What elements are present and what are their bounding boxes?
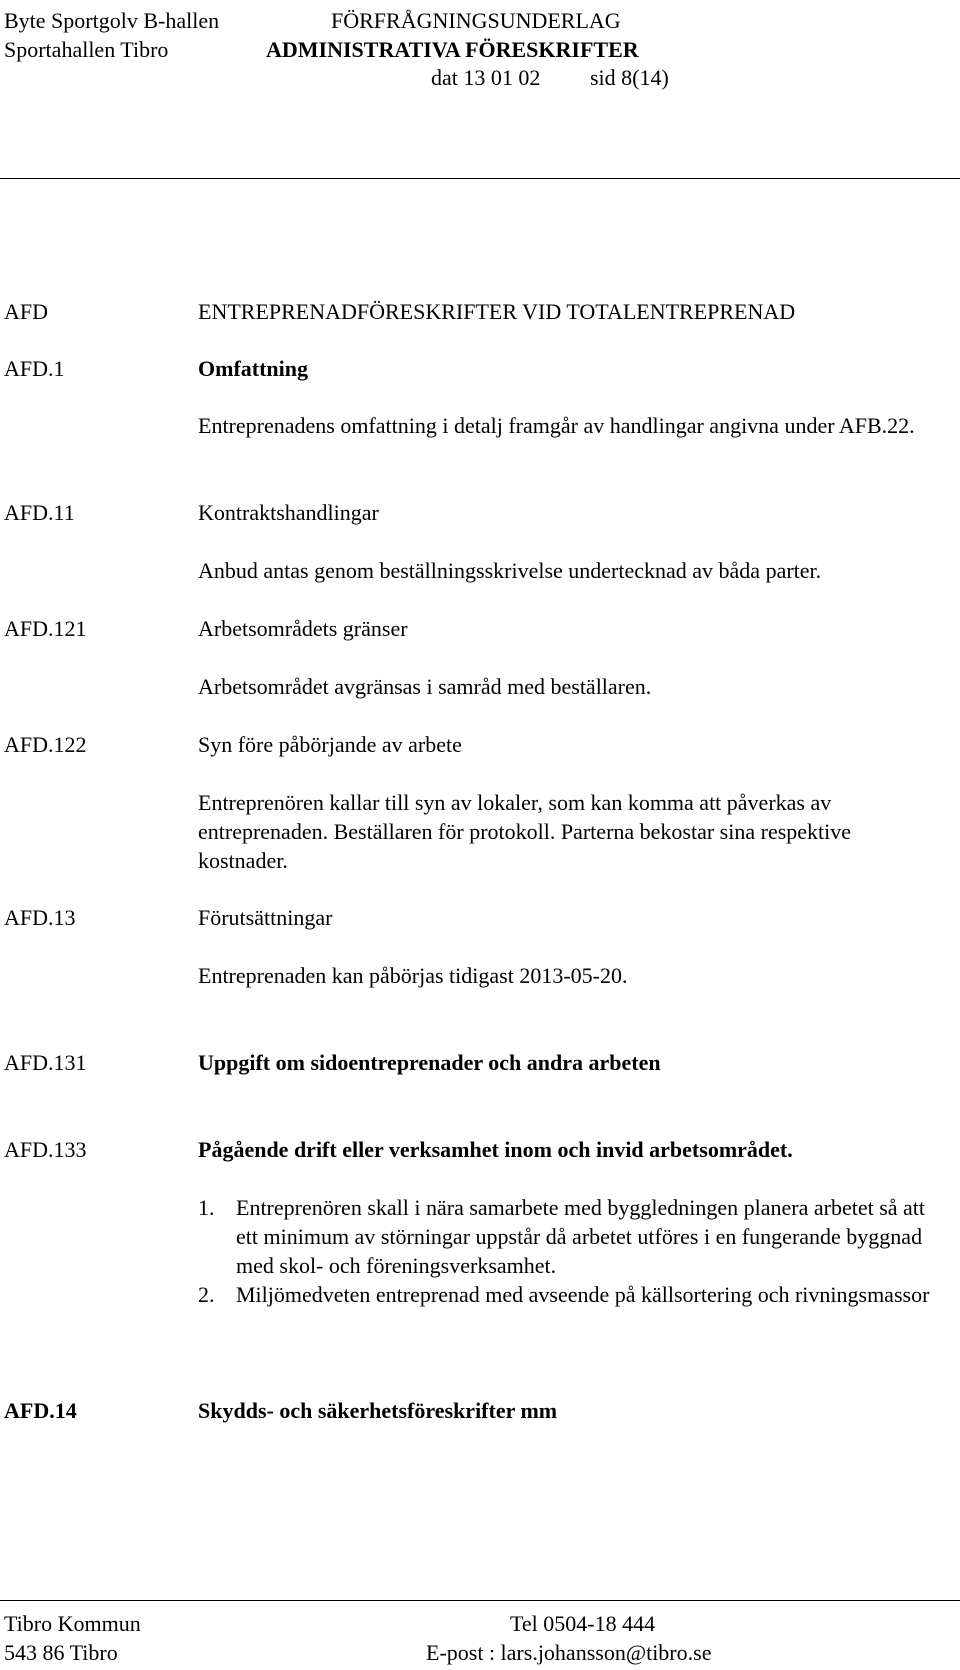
footer-email: E-post : lars.johansson@tibro.se xyxy=(426,1640,712,1665)
section-code: AFD.13 xyxy=(4,905,76,930)
header-divider xyxy=(0,178,960,179)
header-doc-type: FÖRFRÅGNINGSUNDERLAG xyxy=(331,8,621,33)
section-code: AFD.1 xyxy=(4,356,65,381)
section-title: Omfattning xyxy=(198,356,308,381)
list-item-text: Miljömedveten entreprenad med avseende på källsortering och rivningsmassor xyxy=(236,1282,930,1307)
section-title: Pågående drift eller verksamhet inom och invid arbetsområdet. xyxy=(198,1137,793,1162)
section-code: AFD.122 xyxy=(4,732,87,757)
section-code: AFD.14 xyxy=(4,1398,77,1423)
section-text: Entreprenören kallar till syn av lokaler, som kan komma att påverkas av entreprenaden. Beställaren för protokoll. Parterna bekostar sina respektive kostnader. xyxy=(198,790,852,873)
list-item-number: 1. xyxy=(198,1195,215,1220)
section-text: Arbetsområdet avgränsas i samråd med beställaren. xyxy=(198,674,652,699)
section-title: Syn före påbörjande av arbete xyxy=(198,732,462,757)
list-item-text: Entreprenören skall i nära samarbete med byggledningen planera arbetet så att ett minimum av störningar uppstår då arbetet utföres i en fungerande byggnad med skol- och föreningsverksamhet. xyxy=(236,1195,926,1278)
section-code: AFD.11 xyxy=(4,500,75,525)
footer-divider xyxy=(0,1600,960,1601)
section-code: AFD.121 xyxy=(4,616,87,641)
section-code: AFD xyxy=(4,299,49,324)
footer-address: 543 86 Tibro xyxy=(4,1640,118,1665)
footer-org: Tibro Kommun xyxy=(4,1611,141,1636)
header-date: dat 13 01 02 xyxy=(431,65,541,90)
section-code: AFD.131 xyxy=(4,1050,87,1075)
section-text: Anbud antas genom beställningsskrivelse undertecknad av båda parter. xyxy=(198,558,822,583)
section-title: Uppgift om sidoentreprenader och andra arbeten xyxy=(198,1050,661,1075)
section-text: Entreprenaden kan påbörjas tidigast 2013-05-20. xyxy=(198,963,628,988)
section-title: Förutsättningar xyxy=(198,905,333,930)
section-title: ENTREPRENADFÖRESKRIFTER VID TOTALENTREPRENAD xyxy=(198,299,796,324)
section-title: Kontraktshandlingar xyxy=(198,500,379,525)
section-code: AFD.133 xyxy=(4,1137,87,1162)
section-text: Entreprenadens omfattning i detalj framgår av handlingar angivna under AFB.22. xyxy=(198,413,915,438)
header-doc-title: ADMINISTRATIVA FÖRESKRIFTER xyxy=(266,37,639,62)
section-title: Arbetsområdets gränser xyxy=(198,616,408,641)
header-project-line2: Sportahallen Tibro xyxy=(4,37,169,62)
header-project-line1: Byte Sportgolv B-hallen xyxy=(4,8,220,33)
list-item-number: 2. xyxy=(198,1282,215,1307)
section-title: Skydds- och säkerhetsföreskrifter mm xyxy=(198,1398,558,1423)
header-page-number: sid 8(14) xyxy=(590,65,669,90)
footer-phone: Tel 0504-18 444 xyxy=(510,1611,656,1636)
